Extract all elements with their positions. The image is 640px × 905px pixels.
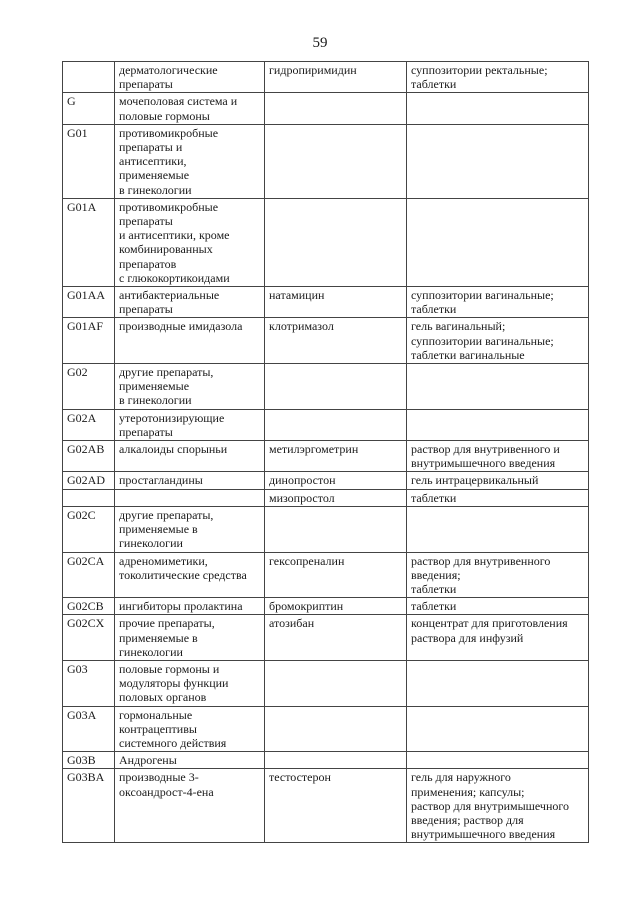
dosage-form-cell: концентрат для приготовления раствора для инфузий [407, 615, 589, 661]
dosage-form-cell: раствор для внутривенного и внутримышечного введения [407, 441, 589, 472]
dosage-form-cell [407, 364, 589, 410]
dosage-form-cell: гель интрацервикальный [407, 472, 589, 489]
inn-cell [265, 706, 407, 752]
atc-code-cell: G01AF [63, 318, 115, 364]
inn-cell: гидропиримидин [265, 62, 407, 93]
table-row [63, 472, 589, 489]
inn-cell [265, 198, 407, 286]
group-name-cell: антибактериальные препараты [115, 287, 265, 318]
group-name-cell: дерматологические препараты [115, 62, 265, 93]
group-name-cell: мочеполовая система и половые гормоны [115, 93, 265, 124]
dosage-form-cell: гель для наружного применения; капсулы; раствор для внутримышечного введения; раствор для внутримышечного введения [407, 769, 589, 843]
atc-code-cell: G01 [63, 124, 115, 198]
atc-code-cell: G02AB [63, 441, 115, 472]
table-row [63, 752, 589, 769]
inn-cell [265, 364, 407, 410]
inn-cell: атозибан [265, 615, 407, 661]
table-row [63, 506, 589, 552]
group-name-cell: производные имидазола [115, 318, 265, 364]
inn-cell: бромокриптин [265, 598, 407, 615]
atc-code-cell: G [63, 93, 115, 124]
atc-code-cell: G02AD [63, 472, 115, 489]
group-name-cell: противомикробные препараты и антисептики, применяемые в гинекологии [115, 124, 265, 198]
inn-cell [265, 506, 407, 552]
atc-code-cell [63, 489, 115, 506]
group-name-cell [115, 489, 265, 506]
table-row [63, 287, 589, 318]
inn-cell [265, 124, 407, 198]
dosage-form-cell: таблетки [407, 489, 589, 506]
dosage-form-cell: гель вагинальный; суппозитории вагинальные; таблетки вагинальные [407, 318, 589, 364]
atc-code-cell: G03A [63, 706, 115, 752]
group-name-cell: ингибиторы пролактина [115, 598, 265, 615]
inn-cell: метилэргометрин [265, 441, 407, 472]
atc-code-cell: G02CA [63, 552, 115, 598]
dosage-form-cell [407, 198, 589, 286]
atc-code-cell: G02A [63, 409, 115, 440]
dosage-form-cell [407, 660, 589, 706]
atc-code-cell: G02CB [63, 598, 115, 615]
atc-code-cell: G02C [63, 506, 115, 552]
inn-cell: гексопреналин [265, 552, 407, 598]
page-number: 59 [312, 35, 328, 51]
atc-code-cell [63, 62, 115, 93]
group-name-cell: адреномиметики, токолитические средства [115, 552, 265, 598]
atc-code-cell: G03BA [63, 769, 115, 843]
dosage-form-cell [407, 124, 589, 198]
inn-cell [265, 409, 407, 440]
table-row [63, 93, 589, 124]
atc-code-cell: G03B [63, 752, 115, 769]
inn-cell [265, 93, 407, 124]
dosage-form-cell: таблетки [407, 598, 589, 615]
table-row [63, 706, 589, 752]
table-row [63, 615, 589, 661]
inn-cell: клотримазол [265, 318, 407, 364]
table-row [63, 62, 589, 93]
inn-cell: динопростон [265, 472, 407, 489]
group-name-cell: простагландины [115, 472, 265, 489]
dosage-form-cell [407, 409, 589, 440]
atc-code-cell: G02 [63, 364, 115, 410]
drug-table [62, 61, 589, 843]
group-name-cell: половые гормоны и модуляторы функции половых органов [115, 660, 265, 706]
table-row [63, 660, 589, 706]
table-row [63, 598, 589, 615]
dosage-form-cell [407, 752, 589, 769]
dosage-form-cell: суппозитории ректальные; таблетки [407, 62, 589, 93]
group-name-cell: алкалоиды спорыньи [115, 441, 265, 472]
group-name-cell: производные 3- оксоандрост-4-ена [115, 769, 265, 843]
dosage-form-cell [407, 93, 589, 124]
group-name-cell: другие препараты, применяемые в гинекологии [115, 506, 265, 552]
table-row [63, 409, 589, 440]
table-row [63, 318, 589, 364]
group-name-cell: гормональные контрацептивы системного действия [115, 706, 265, 752]
dosage-form-cell: суппозитории вагинальные; таблетки [407, 287, 589, 318]
group-name-cell: утеротонизирующие препараты [115, 409, 265, 440]
table-row [63, 441, 589, 472]
table-row [63, 489, 589, 506]
inn-cell [265, 660, 407, 706]
drug-table-body [63, 62, 589, 843]
atc-code-cell: G02CX [63, 615, 115, 661]
dosage-form-cell [407, 706, 589, 752]
atc-code-cell: G01AA [63, 287, 115, 318]
inn-cell [265, 752, 407, 769]
atc-code-cell: G01A [63, 198, 115, 286]
inn-cell: мизопростол [265, 489, 407, 506]
group-name-cell: противомикробные препараты и антисептики, кроме комбинированных препаратов с глюкокортикоидами [115, 198, 265, 286]
table-row [63, 769, 589, 843]
atc-code-cell: G03 [63, 660, 115, 706]
table-row [63, 552, 589, 598]
inn-cell: натамицин [265, 287, 407, 318]
group-name-cell: Андрогены [115, 752, 265, 769]
dosage-form-cell [407, 506, 589, 552]
group-name-cell: другие препараты, применяемые в гинекологии [115, 364, 265, 410]
table-row [63, 364, 589, 410]
group-name-cell: прочие препараты, применяемые в гинекологии [115, 615, 265, 661]
table-row [63, 124, 589, 198]
inn-cell: тестостерон [265, 769, 407, 843]
table-row [63, 198, 589, 286]
dosage-form-cell: раствор для внутривенного введения; таблетки [407, 552, 589, 598]
